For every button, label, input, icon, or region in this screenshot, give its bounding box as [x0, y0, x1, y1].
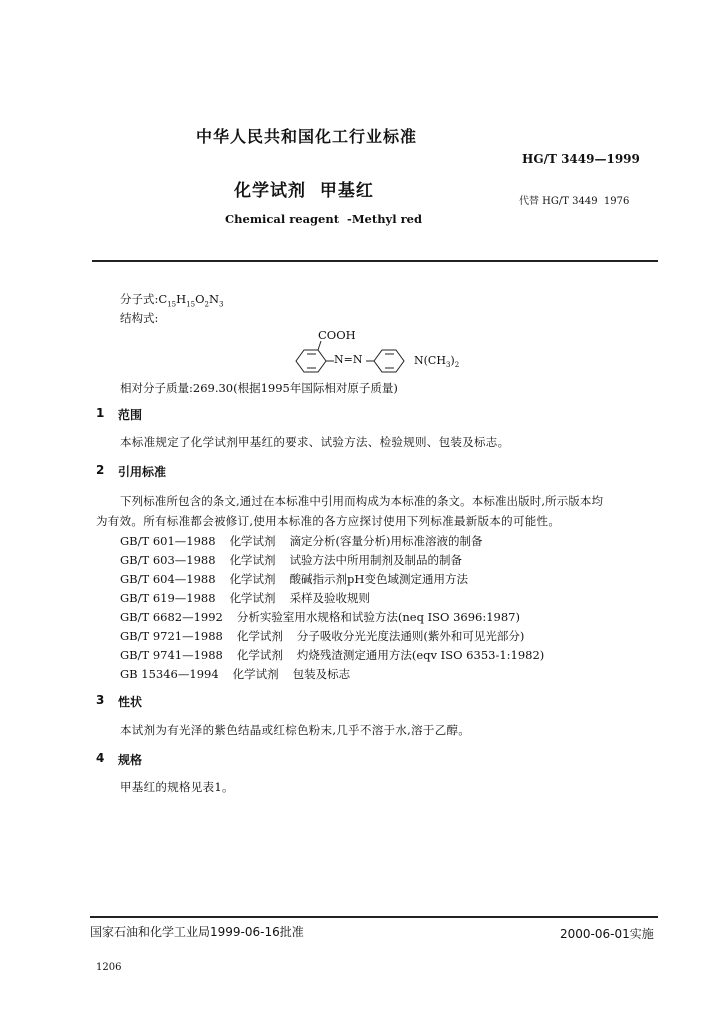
- reference-category: 化学试剂: [232, 667, 279, 681]
- carboxyl-bond: [318, 341, 321, 350]
- reference-code: GB/T 6682—1992: [120, 610, 223, 624]
- effective-date: 2000-06-01实施: [560, 927, 654, 941]
- reference-code: GB 15346—1994: [120, 667, 219, 681]
- footer-divider: [90, 916, 658, 918]
- replaces-standard: 代替 HG/T 3449 1976: [519, 196, 630, 207]
- reference-item: [120, 533, 497, 549]
- reference-category: 化学试剂: [229, 553, 276, 567]
- reference-code: GB/T 601—1988: [120, 534, 216, 548]
- reference-code: GB/T 9741—1988: [120, 648, 223, 662]
- benzene-ring-left: [296, 350, 326, 372]
- approval-statement: 国家石油和化学工业局1999-06-16批准: [90, 925, 304, 939]
- reference-item: [120, 590, 384, 606]
- structural-formula-diagram: [280, 324, 480, 380]
- reference-category: 化学试剂: [229, 572, 276, 586]
- references-intro-line-2: 为有效。所有标准都会被修订,使用本标准的各方应探讨使用下列标准最新版本的可能性。: [96, 514, 561, 528]
- molecular-formula-line: [120, 291, 224, 308]
- dimethylamino-group-label: $N(CH_3)_2$: [414, 354, 460, 370]
- section-title-scope: 范围: [118, 408, 143, 422]
- reference-name: 灼烧残渣测定通用方法(eqv ISO 6353-1:1982): [296, 648, 545, 662]
- document-title-english: Chemical reagent -Methyl red: [225, 212, 423, 226]
- reference-category: 化学试剂: [236, 629, 283, 643]
- section-title-normative-references: 引用标准: [118, 465, 167, 479]
- benzene-ring-right: [374, 350, 404, 372]
- reference-item: [120, 666, 364, 682]
- document-title-chinese: 化学试剂 甲基红: [234, 181, 374, 201]
- molecular-formula: $C_{15}H_{15}O_2N_3$: [158, 292, 224, 309]
- reference-name: 酸碱指示剂pH变色域测定通用方法: [289, 572, 468, 586]
- issuing-authority-title: 中华人民共和国化工行业标准: [196, 127, 418, 146]
- reference-item: [120, 647, 558, 663]
- molecular-formula-label: 分子式:: [120, 292, 159, 306]
- reference-name: 采样及验收规则: [289, 591, 371, 605]
- section-number: 1: [96, 406, 105, 420]
- reference-name: 分子吸收分光光度法通则(紫外和可见光部分): [296, 629, 525, 643]
- section-number: 3: [96, 693, 105, 707]
- section-title-specifications: 规格: [118, 753, 143, 767]
- reference-category: 化学试剂: [229, 534, 276, 548]
- carboxyl-group-label: COOH: [318, 328, 356, 342]
- reference-name: 包装及标志: [292, 667, 351, 681]
- reference-item: [120, 552, 476, 568]
- reference-code: GB/T 604—1988: [120, 572, 216, 586]
- specifications-text: 甲基红的规格见表1。: [120, 780, 234, 794]
- reference-name: 分析实验室用水规格和试验方法(neq ISO 3696:1987): [236, 610, 520, 624]
- reference-code: GB/T 9721—1988: [120, 629, 223, 643]
- section-title-properties: 性状: [118, 695, 143, 709]
- relative-molecular-mass: 相对分子质量:269.30(根据1995年国际相对原子质量): [120, 381, 398, 395]
- properties-text: 本试剂为有光泽的紫色结晶或红棕色粉末,几乎不溶于水,溶于乙醇。: [120, 723, 471, 737]
- page-number: 1206: [96, 962, 122, 973]
- scope-text: 本标准规定了化学试剂甲基红的要求、试验方法、检验规则、包装及标志。: [120, 435, 510, 449]
- reference-code: GB/T 619—1988: [120, 591, 216, 605]
- references-intro-line-1: 下列标准所包含的条文,通过在本标准中引用而构成为本标准的条文。本标准出版时,所示版本均: [120, 494, 604, 508]
- reference-code: GB/T 603—1988: [120, 553, 216, 567]
- standard-code: HG/T 3449—1999: [522, 152, 640, 166]
- reference-category: 化学试剂: [229, 591, 276, 605]
- reference-name: 试验方法中所用制剂及制品的制备: [289, 553, 463, 567]
- reference-item: [120, 609, 534, 625]
- section-number: 2: [96, 463, 105, 477]
- structural-formula-label: 结构式:: [120, 311, 159, 325]
- reference-name: 滴定分析(容量分析)用标准溶液的制备: [289, 534, 483, 548]
- reference-item: [120, 628, 538, 644]
- reference-item: [120, 571, 482, 587]
- azo-group-label: N=N: [334, 353, 363, 366]
- reference-category: 化学试剂: [236, 648, 283, 662]
- header-divider: [92, 260, 658, 262]
- section-number: 4: [96, 751, 105, 765]
